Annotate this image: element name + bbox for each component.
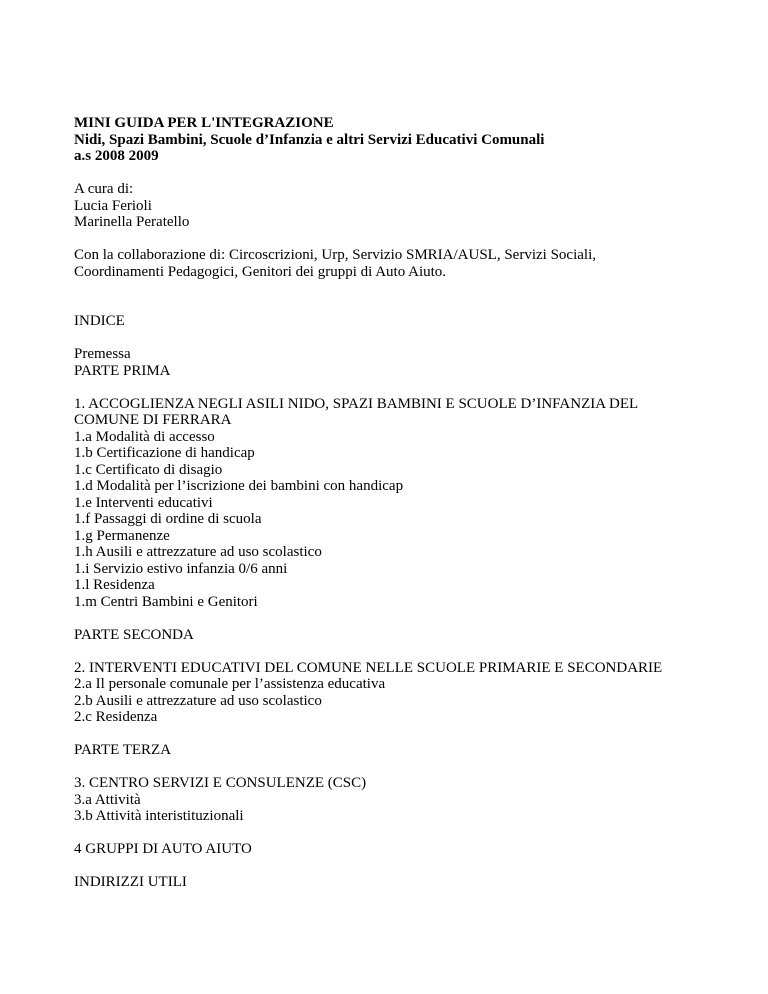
spacer [74, 759, 714, 776]
curator-name: Marinella Peratello [74, 214, 190, 230]
curators-label: A cura di: [74, 181, 134, 197]
spacer [74, 610, 714, 627]
curator-name: Lucia Ferioli [74, 197, 152, 214]
document-subtitle: Nidi, Spazi Bambini, Scuole d’Infanzia e altri Servizi Educativi Comunali [74, 131, 545, 148]
title-block [74, 115, 714, 165]
index-item: 3.b Attività interistituzionali [74, 808, 244, 824]
index-item: 1.g Permanenze [74, 527, 170, 544]
index-item-premessa: Premessa [74, 346, 131, 362]
spacer [74, 379, 714, 396]
index-item: 1.e Interventi educativi [74, 494, 213, 511]
spacer [74, 231, 714, 248]
part-heading: PARTE PRIMA [74, 362, 171, 379]
index-item: 1.h Ausili e attrezzature ad uso scolastico [74, 544, 322, 560]
part-heading: PARTE SECONDA [74, 626, 194, 643]
curators-block [74, 181, 714, 231]
school-year: a.s 2008 2009 [74, 148, 159, 164]
collaboration-block [74, 247, 714, 280]
index-heading: INDICE [74, 313, 125, 329]
section-heading: INDIRIZZI UTILI [74, 874, 187, 890]
section-heading: 4 GRUPPI DI AUTO AIUTO [74, 841, 252, 857]
index-item: 1.f Passaggi di ordine di scuola [74, 511, 262, 527]
index-item: 3.a Attività [74, 791, 141, 808]
spacer [74, 825, 714, 842]
spacer [74, 330, 714, 347]
section-heading: 3. CENTRO SERVIZI E CONSULENZE (CSC) [74, 775, 367, 791]
index-item: 1.c Certificato di disagio [74, 461, 223, 478]
collaboration-text: Con la collaborazione di: Circoscrizioni, Urp, Servizio SMRIA/AUSL, Servizi Sociali, [74, 247, 596, 263]
index-item: 1.d Modalità per l’iscrizione dei bambini con handicap [74, 478, 404, 494]
index-block [74, 313, 714, 891]
section-heading: 1. ACCOGLIENZA NEGLI ASILI NIDO, SPAZI BAMBINI E SCUOLE D’INFANZIA DEL [74, 395, 639, 412]
part-heading: PARTE TERZA [74, 742, 172, 758]
section-heading: COMUNE DI FERRARA [74, 412, 232, 428]
index-item: 2.c Residenza [74, 709, 158, 725]
spacer [74, 280, 714, 313]
spacer [74, 643, 714, 660]
spacer [74, 165, 714, 182]
index-item: 1.a Modalità di accesso [74, 428, 215, 445]
spacer [74, 726, 714, 743]
spacer [74, 858, 714, 875]
document-body [74, 115, 714, 891]
index-item: 2.a Il personale comunale per l’assistenza educativa [74, 676, 386, 692]
section-heading: 2. INTERVENTI EDUCATIVI DEL COMUNE NELLE SCUOLE PRIMARIE E SECONDARIE [74, 659, 663, 676]
collaboration-text: Coordinamenti Pedagogici, Genitori dei gruppi di Auto Aiuto. [74, 263, 447, 280]
document-title: MINI GUIDA PER L'INTEGRAZIONE [74, 115, 334, 131]
index-item: 1.m Centri Bambini e Genitori [74, 593, 258, 610]
index-item: 1.b Certificazione di handicap [74, 445, 255, 461]
index-item: 1.i Servizio estivo infanzia 0/6 anni [74, 560, 288, 577]
index-item: 2.b Ausili e attrezzature ad uso scolastico [74, 692, 322, 709]
index-item: 1.l Residenza [74, 577, 155, 593]
